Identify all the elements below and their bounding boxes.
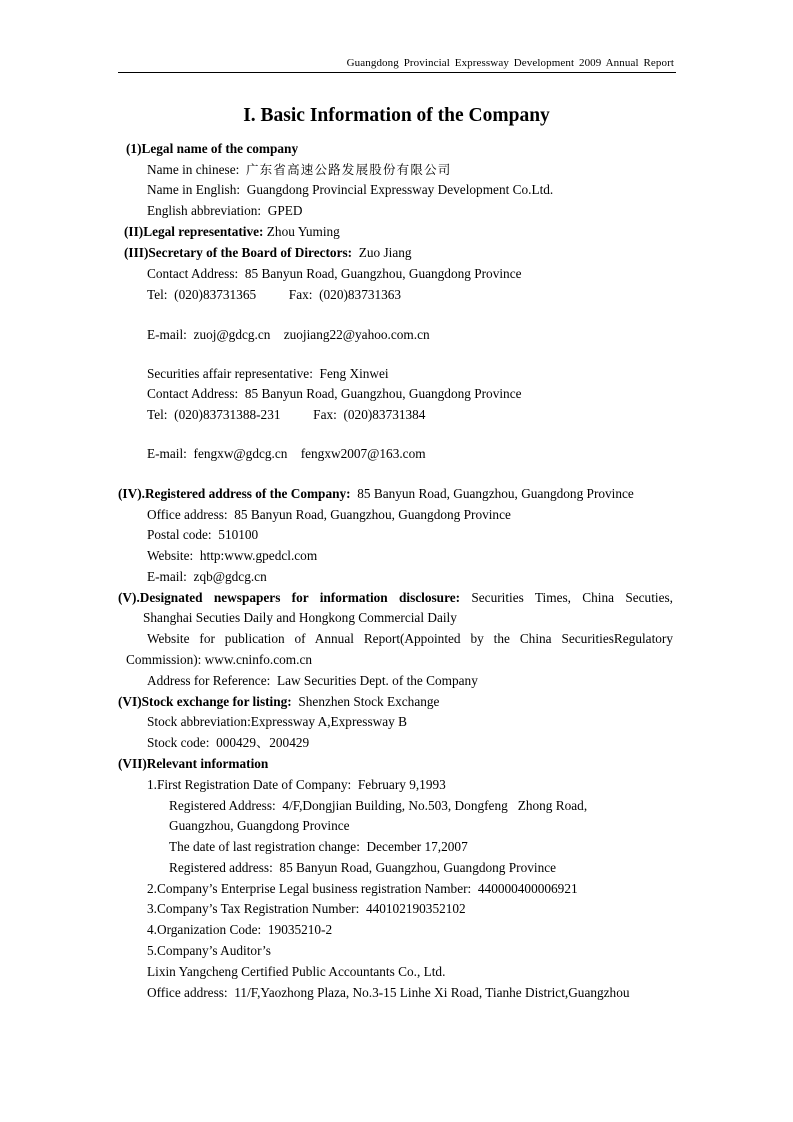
legal-name-heading: (1)Legal name of the company: [126, 141, 299, 156]
secretary-tel-value: (020)83731365: [174, 287, 257, 302]
first-registered-address-cont: Guangzhou, Guangdong Province: [169, 818, 350, 833]
newspapers-line: [118, 589, 673, 606]
reference-address-label: Address for Reference:: [147, 673, 271, 688]
name-english-label: Name in English:: [147, 182, 241, 197]
first-registration-label: 1.First Registration Date of Company:: [147, 777, 352, 792]
name-chinese-value: 广东省高速公路发展股份有限公司: [245, 162, 452, 177]
securities-rep-value: Feng Xinwei: [319, 366, 389, 381]
first-registration-value: February 9,1993: [357, 777, 446, 792]
name-chinese-label: Name in chinese:: [147, 162, 240, 177]
last-change-value: December 17,2007: [366, 839, 468, 854]
first-registration-line: [147, 776, 446, 793]
english-abbr-label: English abbreviation:: [147, 203, 262, 218]
newspapers-value-2: Shanghai Secuties Daily and Hongkong Commercial Daily: [143, 610, 457, 625]
stock-exchange-heading: (VI)Stock exchange for listing:: [118, 694, 292, 709]
auditor-heading: 5.Company’s Auditor’s: [147, 943, 271, 958]
current-registered-address-label: Registered address:: [169, 860, 273, 875]
organization-code-label: 4.Organization Code:: [147, 922, 262, 937]
tax-registration-label: 3.Company’s Tax Registration Number:: [147, 901, 360, 916]
tax-registration-line: [147, 900, 466, 917]
business-registration-value: 440000400006921: [477, 881, 578, 896]
english-abbr-value: GPED: [267, 203, 303, 218]
last-change-line: [169, 838, 468, 855]
name-english-line: [147, 181, 553, 198]
postal-code-value: 510100: [218, 527, 259, 542]
secretary-value: Zuo Jiang: [358, 245, 412, 260]
securities-rep-address-value: 85 Banyun Road, Guangzhou, Guangdong Province: [244, 386, 522, 401]
last-change-label: The date of last registration change:: [169, 839, 360, 854]
legal-rep-heading: (II)Legal representative:: [124, 224, 264, 239]
securities-rep-fax-label: Fax:: [313, 407, 337, 422]
name-english-value: Guangdong Provincial Expressway Development Co.Ltd.: [246, 182, 554, 197]
securities-rep-address-line: [147, 385, 522, 402]
first-registered-address-label: Registered Address:: [169, 798, 276, 813]
first-registered-address-value: 4/F,Dongjian Building, No.503, Dongfeng Zhong Road,: [282, 798, 588, 813]
registered-address-value: 85 Banyun Road, Guangzhou, Guangdong Province: [357, 486, 634, 501]
header-text: Guangdong Provincial Expressway Development 2009 Annual Report: [346, 57, 674, 69]
secretary-fax-label: Fax:: [288, 287, 313, 302]
office-address-value: 85 Banyun Road, Guangzhou, Guangdong Province: [234, 507, 511, 522]
newspapers-heading: (V).Designated newspapers for information disclosure:: [118, 590, 461, 605]
secretary-email-value: zuoj@gdcg.cn zuojiang22@yahoo.com.cn: [193, 327, 430, 342]
current-registered-address-line: [169, 859, 556, 876]
organization-code-value: 19035210-2: [267, 922, 333, 937]
registered-address-heading: (IV).Registered address of the Company:: [118, 486, 351, 501]
annual-report-website-2: Commission): www.cninfo.com.cn: [126, 652, 313, 667]
securities-rep-email-label: E-mail:: [147, 446, 187, 461]
tax-registration-value: 440102190352102: [365, 901, 466, 916]
reference-address-value: Law Securities Dept. of the Company: [276, 673, 478, 688]
office-address-line: [147, 506, 511, 523]
secretary-address-line: [147, 265, 522, 282]
relevant-info-heading: (VII)Relevant information: [118, 756, 269, 771]
stock-code-line: [147, 734, 309, 751]
business-registration-label: 2.Company’s Enterprise Legal business registration Namber:: [147, 881, 472, 896]
securities-rep-tel-value: (020)83731388-231: [174, 407, 281, 422]
securities-rep-tel-line: [147, 406, 425, 423]
postal-code-label: Postal code:: [147, 527, 212, 542]
registered-address-line: [118, 485, 634, 502]
securities-rep-email-line: [147, 445, 426, 462]
auditor-office-line: [147, 984, 630, 1001]
first-registered-address-line: [169, 797, 587, 814]
secretary-address-label: Contact Address:: [147, 266, 239, 281]
website-value[interactable]: http:www.gpedcl.com: [199, 548, 318, 563]
securities-rep-fax-value: (020)83731384: [343, 407, 426, 422]
office-address-label: Office address:: [147, 507, 228, 522]
name-chinese-line: [147, 161, 451, 178]
stock-code-value: 000429、200429: [216, 735, 310, 750]
securities-rep-address-label: Contact Address:: [147, 386, 239, 401]
business-registration-line: [147, 880, 578, 897]
stock-code-label: Stock code:: [147, 735, 210, 750]
securities-rep-line: [147, 365, 389, 382]
website-line: [147, 547, 317, 564]
stock-exchange-line: [118, 693, 439, 710]
page-header: [118, 56, 676, 73]
organization-code-line: [147, 921, 332, 938]
securities-rep-label: Securities affair representative:: [147, 366, 313, 381]
auditor-office-value: 11/F,Yaozhong Plaza, No.3-15 Linhe Xi Road, Tianhe District,Guangzhou: [234, 985, 630, 1000]
english-abbr-line: [147, 202, 303, 219]
secretary-fax-value: (020)83731363: [319, 287, 402, 302]
secretary-address-value: 85 Banyun Road, Guangzhou, Guangdong Province: [244, 266, 522, 281]
securities-rep-email-value: fengxw@gdcg.cn fengxw2007@163.com: [193, 446, 426, 461]
legal-rep-line: [124, 223, 340, 240]
secretary-line: [124, 244, 412, 261]
reference-address-line: [147, 672, 478, 689]
newspapers-value-1: Securities Times, China Secuties,: [471, 590, 673, 605]
stock-exchange-value: Shenzhen Stock Exchange: [298, 694, 440, 709]
stock-abbreviation: Stock abbreviation:Expressway A,Expressway B: [147, 714, 407, 729]
annual-report-website-1: Website for publication of Annual Report(Appointed by the China SecuritiesRegulatory: [147, 631, 673, 646]
auditor-office-label: Office address:: [147, 985, 228, 1000]
secretary-heading: (III)Secretary of the Board of Directors:: [124, 245, 353, 260]
company-email-label: E-mail:: [147, 569, 187, 584]
section-title: I. Basic Information of the Company: [243, 105, 550, 126]
auditor-name: Lixin Yangcheng Certified Public Accountants Co., Ltd.: [147, 964, 446, 979]
company-email-line: [147, 568, 267, 585]
secretary-email-line: [147, 326, 430, 343]
securities-rep-tel-label: Tel:: [147, 407, 168, 422]
company-email-value[interactable]: zqb@gdcg.cn: [193, 569, 267, 584]
secretary-tel-line: [147, 286, 401, 303]
legal-rep-value: Zhou Yuming: [266, 224, 340, 239]
secretary-tel-label: Tel:: [147, 287, 168, 302]
website-label: Website:: [147, 548, 194, 563]
postal-code-line: [147, 526, 258, 543]
current-registered-address-value: 85 Banyun Road, Guangzhou, Guangdong Province: [279, 860, 557, 875]
secretary-email-label: E-mail:: [147, 327, 187, 342]
